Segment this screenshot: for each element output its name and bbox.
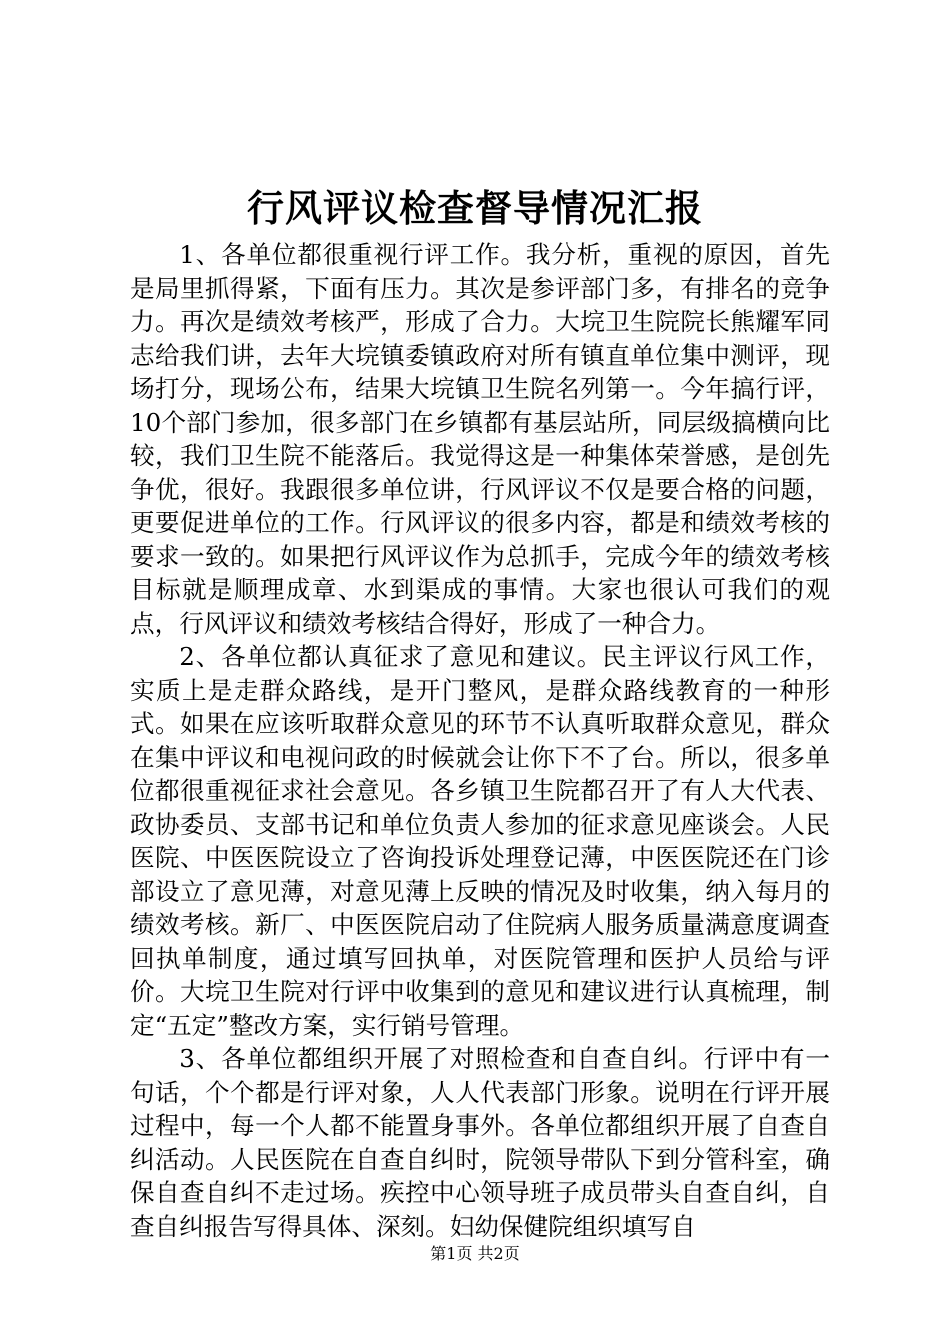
- paragraph-2: 2、各单位都认真征求了意见和建议。民主评议行风工作，实质上是走群众路线，是开门整风，是群众路线教育的一种形式。如果在应该听取群众意见的环节不认真听取群众意见，群众在集中评议和电视问政的时候就会让你下不了台。所以，很多单位都很重视征求社会意见。各乡镇卫生院都召开了有人大代表、政协委员、支部书记和单位负责人参加的征求意见座谈会。人民医院、中医医院设立了咨询投诉处理登记薄，中医医院还在门诊部设立了意见薄，对意见薄上反映的情况及时收集，纳入每月的绩效考核。新厂、中医医院启动了住院病人服务质量满意度调查回执单制度，通过填写回执单，对医院管理和医护人员给与评价。大垸卫生院对行评中收集到的意见和建议进行认真梳理，制定“五定”整改方案，实行销号管理。: [130, 642, 830, 1040]
- page-footer: 第1页 共2页: [430, 1244, 520, 1263]
- document-title: 行风评议检查督导情况汇报: [247, 186, 703, 230]
- document-body: [130, 238, 830, 1243]
- paragraph-3: 3、各单位都组织开展了对照检查和自查自纠。行评中有一句话，个个都是行评对象，人人代表部门形象。说明在行评开展过程中，每一个人都不能置身事外。各单位都组织开展了自查自纠活动。人民医院在自查自纠时，院领导带队下到分管科室，确保自查自纠不走过场。疾控中心领导班子成员带头自查自纠，自查自纠报告写得具体、深刻。妇幼保健院组织填写自: [130, 1044, 830, 1241]
- paragraph-1: 1、各单位都很重视行评工作。我分析，重视的原因，首先是局里抓得紧，下面有压力。其次是参评部门多，有排名的竞争力。再次是绩效考核严，形成了合力。大垸卫生院院长熊耀军同志给我们讲，去年大垸镇委镇政府对所有镇直单位集中测评，现场打分，现场公布，结果大垸镇卫生院名列第一。今年搞行评，10个部门参加，很多部门在乡镇都有基层站所，同层级搞横向比较，我们卫生院不能落后。我觉得这是一种集体荣誉感，是创先争优，很好。我跟很多单位讲，行风评议不仅是要合格的问题，更要促进单位的工作。行风评议的很多内容，都是和绩效考核的要求一致的。如果把行风评议作为总抓手，完成今年的绩效考核目标就是顺理成章、水到渠成的事情。大家也很认可我们的观点，行风评议和绩效考核结合得好，形成了一种合力。: [130, 240, 830, 638]
